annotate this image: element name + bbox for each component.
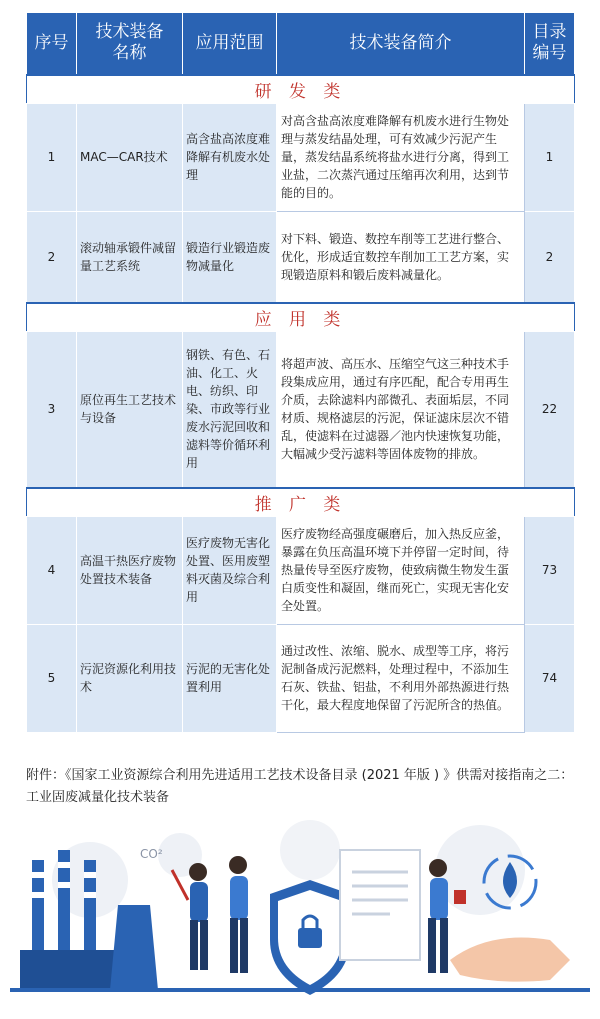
row-no: 1 (27, 103, 77, 211)
factory-icon (20, 850, 158, 990)
table-container (26, 12, 574, 733)
row-code: 1 (525, 103, 575, 211)
row-name: 污泥资源化利用技术 (77, 624, 183, 732)
header-code: 目录 编号 (525, 13, 575, 75)
row-scope: 钢铁、有色、石油、化工、火电、纺织、印染、市政等行业废水污泥回收和滤料等价循环利用 (183, 332, 277, 488)
header-scope: 应用范围 (183, 13, 277, 75)
row-name: 原位再生工艺技术与设备 (77, 332, 183, 488)
row-code: 73 (525, 516, 575, 624)
row-desc: 对下料、锻造、数控车削等工艺进行整合、优化，形成适宜数控车削加工工艺方案，实现锻造原料和锻后废料减量化。 (277, 211, 525, 303)
table-row (27, 624, 575, 732)
attachment-note: 附件：《国家工业资源综合利用先进适用工艺技术设备目录 (2021 年版 ) 》供需对接指南之二：工业固废减量化技术装备 (26, 768, 574, 805)
row-name: 滚动轴承锻件减留量工艺系统 (77, 211, 183, 303)
section-row-application (27, 303, 575, 332)
ground-line (10, 988, 590, 992)
section-row-research (27, 75, 575, 104)
row-scope: 污泥的无害化处置利用 (183, 624, 277, 732)
table-row (27, 211, 575, 303)
row-no: 3 (27, 332, 77, 488)
equipment-table (26, 12, 575, 733)
row-code: 2 (525, 211, 575, 303)
row-scope: 高含盐高浓度难降解有机废水处理 (183, 103, 277, 211)
row-desc: 通过改性、浓缩、脱水、成型等工序，将污泥制备成污泥燃料，处理过程中，不添加生石灰、铁盐、铝盐，不利用外部热源进行热干化，最大程度地保留了污泥所含的热值。 (277, 624, 525, 732)
person-pointing-icon (229, 856, 248, 973)
row-desc: 对高含盐高浓度难降解有机废水进行生物处理与蒸发结晶处理，可有效减少污泥产生量，蒸发结晶系统将盐水进行分离，得到工业盐，二次蒸汽通过压缩再次利用，达到节能的目的。 (277, 103, 525, 211)
row-no: 4 (27, 516, 77, 624)
table-row (27, 516, 575, 624)
section-title: 推 广 类 (27, 488, 575, 517)
row-desc: 医疗废物经高强度碾磨后，加入热反应釜，暴露在负压高温环境下并停留一定时间，待热量传导至医疗废物，使致病微生物发生蛋白质变性和凝固，继而死亡，实现无害化安全处置。 (277, 516, 525, 624)
row-scope: 医疗废物无害化处置、医用废塑料灭菌及综合利用 (183, 516, 277, 624)
person-scissors-icon (172, 863, 208, 970)
row-name: MAC—CAR技术 (77, 103, 183, 211)
section-title: 应 用 类 (27, 303, 575, 332)
table-row (27, 332, 575, 488)
table-row (27, 103, 575, 211)
header-desc: 技术装备简介 (277, 13, 525, 75)
row-scope: 锻造行业锻造废物减量化 (183, 211, 277, 303)
row-name: 高温干热医疗废物处置技术装备 (77, 516, 183, 624)
row-code: 22 (525, 332, 575, 488)
row-no: 5 (27, 624, 77, 732)
header-name: 技术装备 名称 (77, 13, 183, 75)
document-icon (340, 850, 420, 960)
row-code: 74 (525, 624, 575, 732)
row-no: 2 (27, 211, 77, 303)
section-title: 研 发 类 (27, 75, 575, 104)
header-no: 序号 (27, 13, 77, 75)
table-header-row (27, 13, 575, 75)
shield-lock-icon (270, 880, 350, 995)
section-row-promotion (27, 488, 575, 517)
row-desc: 将超声波、高压水、压缩空气这三种技术手段集成应用，通过有序匹配，配合专用再生介质，去除滤料内部微孔、表面垢层，不同材质、规格滤层的污泥，保证滤床层次不错乱，使滤料在过滤器／池内快速恢复功能，大幅减少受污滤料等固体废物的排放。 (277, 332, 525, 488)
illustration (10, 810, 590, 1010)
co2-label: CO² (140, 847, 163, 861)
illustration-svg (10, 810, 590, 1010)
gear-bg-icon (280, 820, 340, 880)
